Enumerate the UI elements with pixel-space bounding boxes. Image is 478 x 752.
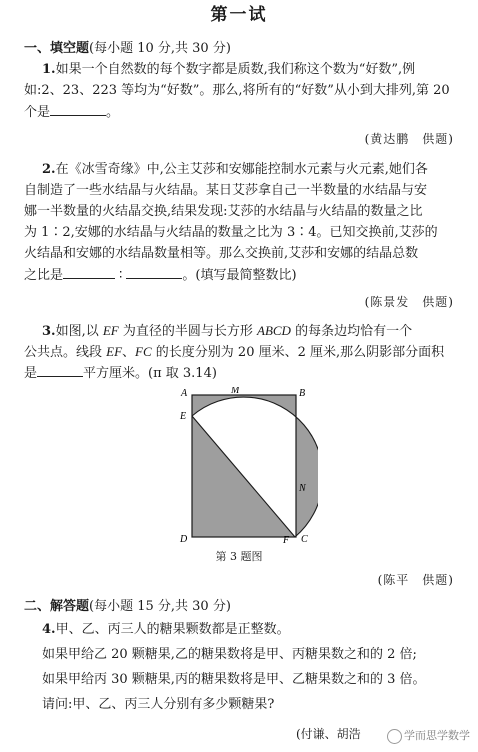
geometry-figure — [168, 387, 318, 543]
answer-blank[interactable] — [37, 364, 83, 377]
figure-caption: 第 3 题图 — [215, 550, 263, 563]
question-number: 4. — [42, 622, 56, 637]
math-segment: FC — [135, 344, 152, 359]
section-heading — [24, 40, 231, 58]
question-text: 的长度分别为 20 厘米、2 厘米,那么阴影部分面积 — [151, 345, 445, 360]
section-note: (每小题 15 分,共 30 分) — [89, 599, 231, 614]
question-text: 的每条边均恰有一个 — [290, 324, 413, 339]
label-f: F — [283, 535, 290, 543]
watermark-text: 学而思学数学 — [404, 729, 470, 742]
question-number: 2. — [42, 162, 56, 177]
question-2-credit: (陈景发 供题) — [364, 295, 454, 309]
label-m: M — [231, 387, 240, 396]
watermark — [387, 727, 470, 744]
question-text: 。 — [106, 105, 120, 120]
question-1-line-2: 如:2、23、223 等均为“好数”。那么,将所有的“好数”从小到大排列,第 20 — [24, 83, 450, 98]
label-a: A — [181, 388, 188, 399]
label-n: N — [299, 483, 306, 494]
question-2-line-3: 娜一半数量的火结晶交换,结果发现:艾莎的水结晶与火结晶的数量之比 — [24, 204, 423, 219]
section-heading — [24, 598, 231, 616]
question-2-line-1 — [42, 161, 428, 179]
question-text: 在《冰雪奇缘》中,公主艾莎和安娜能控制水元素与火元素,她们各 — [55, 162, 428, 177]
question-4-line-2: 如果甲给乙 20 颗糖果,乙的糖果数将是甲、丙糖果数之和的 2 倍; — [42, 647, 417, 662]
question-text: 、 — [122, 345, 136, 360]
label-d: D — [180, 534, 188, 543]
question-number: 3. — [42, 324, 56, 339]
ratio-colon: ∶ — [119, 268, 123, 283]
question-4-line-1 — [42, 621, 290, 639]
question-1-line-1 — [42, 61, 415, 79]
question-text: 之比是 — [24, 268, 64, 283]
question-text: 甲、乙、丙三人的糖果颗数都是正整数。 — [55, 622, 290, 637]
question-3-line-2 — [24, 343, 444, 362]
section-label: 一、填空题 — [24, 41, 90, 56]
question-4-credit: (付谦、胡浩 — [296, 727, 361, 741]
question-2-line-5: 火结晶和安娜的水结晶数量相等。那么交换前,艾莎和安娜的结晶总数 — [24, 246, 419, 261]
question-3-credit: (陈平 供题) — [377, 573, 454, 587]
question-1-line-3 — [24, 103, 119, 122]
question-4-line-4: 请问:甲、乙、丙三人分别有多少颗糖果? — [42, 697, 275, 712]
answer-blank-2[interactable] — [126, 266, 182, 279]
question-text: 如图,以 — [55, 324, 103, 339]
label-c: C — [301, 534, 308, 543]
label-e: E — [180, 411, 187, 422]
question-2-line-2: 自制造了一些水结晶与火结晶。某日艾莎拿自己一半数量的水结晶与安 — [24, 183, 428, 198]
question-text: 平方厘米。(π 取 3.14) — [83, 366, 217, 381]
question-text: 公共点。线段 — [24, 345, 107, 360]
label-b: B — [299, 388, 306, 399]
math-rectangle: ABCD — [257, 323, 291, 338]
wechat-icon — [387, 729, 402, 744]
math-segment: EF — [102, 323, 119, 338]
section-note: (每小题 10 分,共 30 分) — [89, 41, 231, 56]
question-text: 个是 — [24, 105, 51, 120]
page-title: 第一试 — [210, 5, 268, 25]
question-number: 1. — [42, 62, 56, 77]
answer-blank[interactable] — [50, 103, 106, 116]
answer-blank-1[interactable] — [63, 266, 115, 279]
question-3-line-1 — [42, 322, 412, 341]
question-text: 如果一个自然数的每个数字都是质数,我们称这个数为“好数”,例 — [55, 62, 416, 77]
question-text: 。(填写最简整数比) — [182, 268, 297, 283]
question-1-credit: (黄达鹏 供题) — [364, 132, 454, 146]
math-segment: EF — [106, 344, 123, 359]
question-text: 为直径的半圆与长方形 — [118, 324, 257, 339]
section-label: 二、解答题 — [24, 599, 90, 614]
question-2-line-6 — [24, 266, 297, 285]
question-4-line-3: 如果甲给丙 30 颗糖果,丙的糖果数将是甲、乙糖果数之和的 3 倍。 — [42, 672, 426, 687]
question-3-line-3 — [24, 364, 217, 383]
question-2-line-4: 为 1∶2,安娜的水结晶与火结晶的数量之比为 3∶4。已知交换前,艾莎的 — [24, 225, 438, 240]
question-text: 是 — [24, 366, 38, 381]
